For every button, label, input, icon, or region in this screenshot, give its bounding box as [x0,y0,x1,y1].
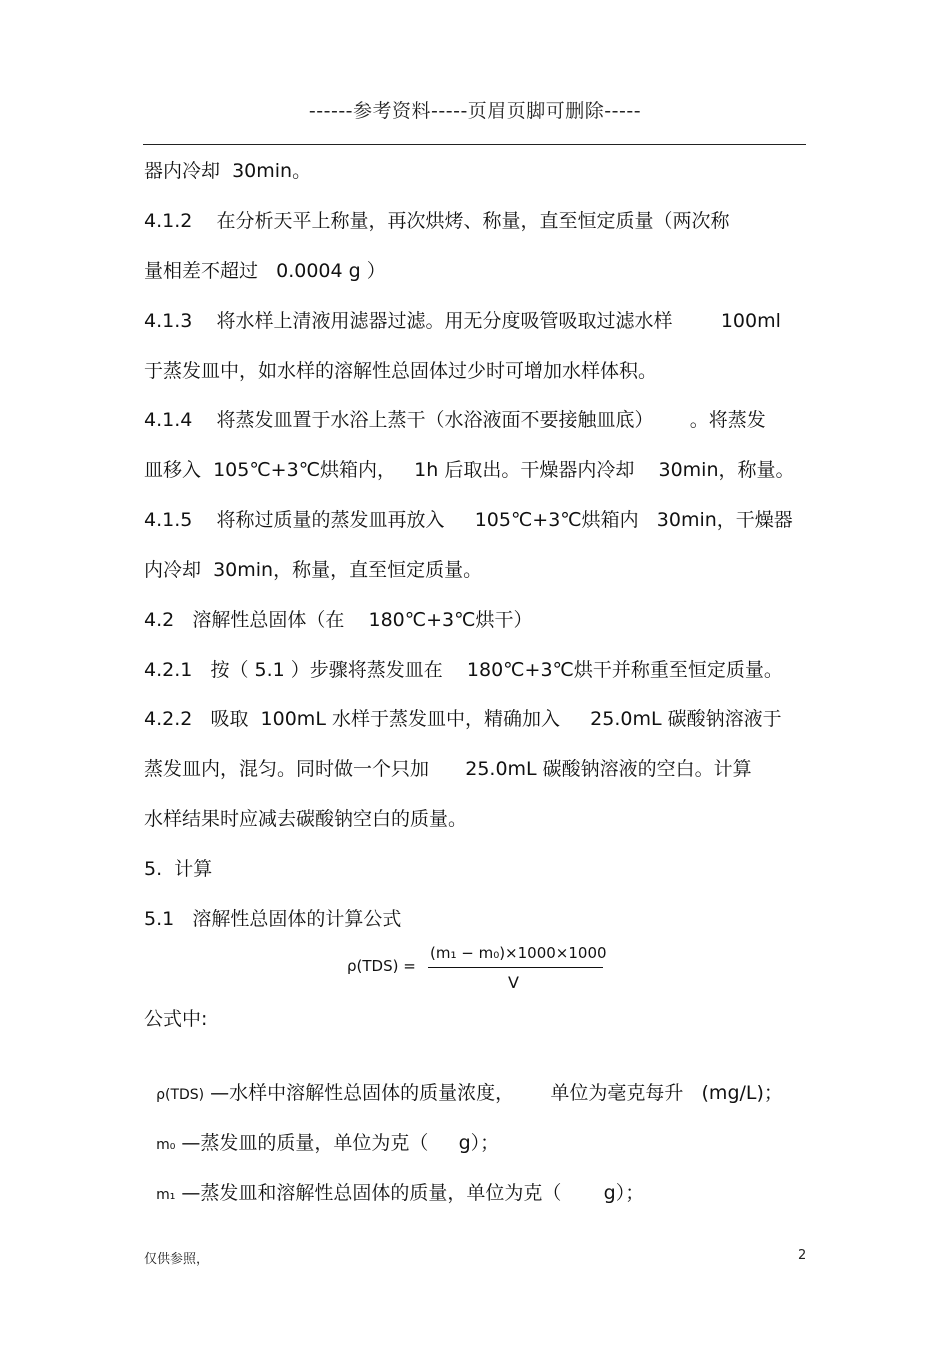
text-line: 器内冷却 30min。 [144,160,312,182]
text-line: 蒸发皿内，混匀。同时做一个只加 25.0mL 碳酸钠溶液的空白。计算 [144,758,752,780]
formula-lhs: ρ(TDS) = [347,957,416,975]
text-line: 4.2.1 按（ 5.1 ）步骤将蒸发皿在 180℃+3℃烘干并称重至恒定质量。 [144,659,783,681]
definition-symbol: m₁ [156,1187,176,1203]
definition-tds [144,1056,783,1105]
page-header: ------参考资料-----页眉页脚可删除----- [308,100,642,122]
footer-note: 仅供参照， [144,1252,210,1267]
text-line: 水样结果时应减去碳酸钠空白的质量。 [144,808,468,830]
text-line: 量相差不超过 0.0004 g ） [144,260,386,282]
definition-m1 [144,1156,644,1205]
definition-symbol: m₀ [156,1137,176,1153]
fraction-bar [428,967,603,968]
definition-text: —蒸发皿的质量，单位为克（ g）； [175,1132,500,1154]
page-number: 2 [798,1248,807,1263]
text-line: 4.1.3 将水样上清液用滤器过滤。用无分度吸管吸取过滤水样 100ml [144,310,781,332]
formula-intro: 公式中: [144,1008,208,1030]
text-line: 4.1.5 将称过质量的蒸发皿再放入 105℃+3℃烘箱内 30min，干燥器 [144,509,793,531]
tds-formula [0,940,950,1000]
text-line: 4.1.2 在分析天平上称量，再次烘烤、称量，直至恒定质量（两次称 [144,210,730,232]
text-line: 4.2.2 吸取 100mL 水样于蒸发皿中，精确加入 25.0mL 碳酸钠溶液于 [144,708,782,730]
text-line: 于蒸发皿中，如水样的溶解性总固体过少时可增加水样体积。 [144,360,658,382]
header-divider [143,144,806,145]
text-line: 皿移入 105℃+3℃烘箱内， 1h 后取出。干燥器内冷却 30min，称量。 [144,459,795,481]
section-heading: 5.1 溶解性总固体的计算公式 [144,908,402,930]
section-heading: 5. 计算 [144,858,213,880]
formula-numerator: (m₁ − m₀)×1000×1000 [430,944,607,962]
section-heading: 4.2 溶解性总固体（在 180℃+3℃烘干） [144,609,533,631]
definition-symbol: ρ(TDS) [156,1087,205,1103]
definition-text: —蒸发皿和溶解性总固体的质量，单位为克（ g）； [175,1182,645,1204]
formula-denominator: V [508,973,519,992]
text-line: 内冷却 30min，称量，直至恒定质量。 [144,559,483,581]
definition-text: —水样中溶解性总固体的质量浓度， 单位为毫克每升 (mg/L)； [204,1082,783,1104]
text-line: 4.1.4 将蒸发皿置于水浴上蒸干（水浴液面不要接触皿底） 。将蒸发 [144,409,766,431]
definition-m0 [144,1106,499,1155]
